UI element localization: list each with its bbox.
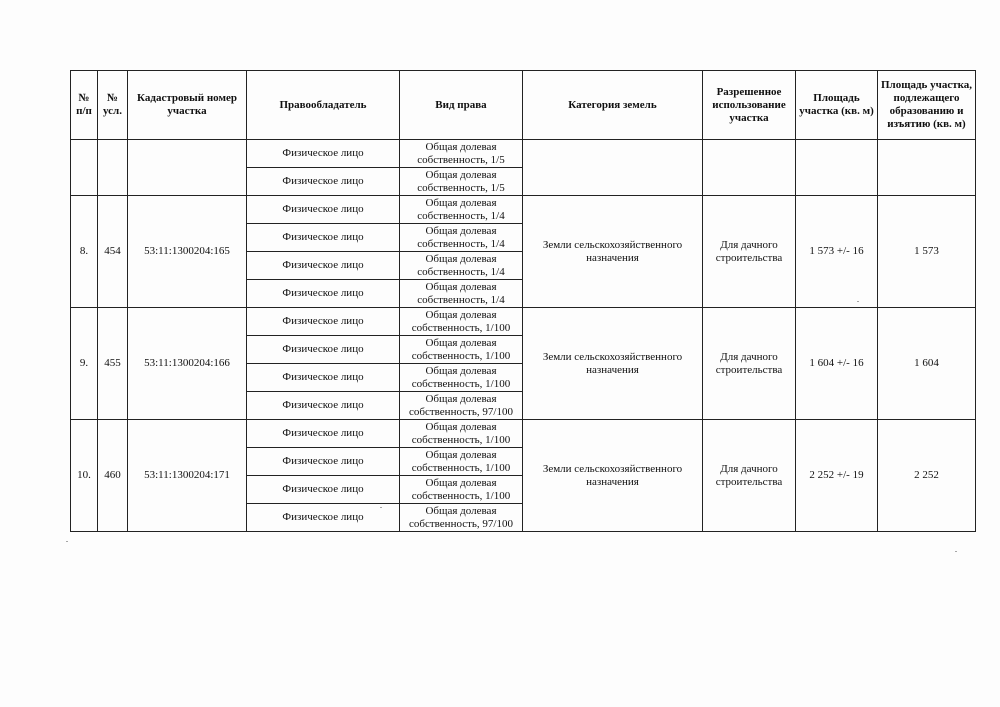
cell-holder: Физическое лицо bbox=[247, 504, 400, 532]
header-num-usl: № усл. bbox=[98, 71, 128, 140]
cell-area-seized-empty bbox=[878, 140, 976, 196]
cell-holder: Физическое лицо bbox=[247, 336, 400, 364]
cell-right-type: Общая долевая собственность, 97/100 bbox=[400, 392, 523, 420]
cell-right-type: Общая долевая собственность, 1/100 bbox=[400, 308, 523, 336]
cell-num-usl: 455 bbox=[98, 308, 128, 420]
cell-holder: Физическое лицо bbox=[247, 168, 400, 196]
cell-right-type: Общая долевая собственность, 1/100 bbox=[400, 420, 523, 448]
cell-cadastral: 53:11:1300204:171 bbox=[128, 420, 247, 532]
header-np: № п/п bbox=[71, 71, 98, 140]
cell-holder: Физическое лицо bbox=[247, 364, 400, 392]
cell-cadastral-empty bbox=[128, 140, 247, 196]
header-holder: Правообладатель bbox=[247, 71, 400, 140]
cell-right-type: Общая долевая собственность, 1/4 bbox=[400, 224, 523, 252]
header-permitted-use: Разрешенное использование участка bbox=[703, 71, 796, 140]
cell-cadastral: 53:11:1300204:165 bbox=[128, 196, 247, 308]
cell-holder: Физическое лицо bbox=[247, 420, 400, 448]
scan-speck bbox=[857, 301, 859, 302]
cell-permitted-use: Для дачного строительства bbox=[703, 196, 796, 308]
cell-holder: Физическое лицо bbox=[247, 308, 400, 336]
cell-land-category-empty bbox=[523, 140, 703, 196]
header-row bbox=[71, 71, 976, 140]
cell-area-empty bbox=[796, 140, 878, 196]
cell-right-type: Общая долевая собственность, 1/100 bbox=[400, 448, 523, 476]
cell-num-usl: 454 bbox=[98, 196, 128, 308]
cell-right-type: Общая долевая собственность, 1/4 bbox=[400, 196, 523, 224]
table-row bbox=[71, 196, 976, 224]
table-row bbox=[71, 140, 976, 168]
cell-area-seized: 1 604 bbox=[878, 308, 976, 420]
land-registry-table bbox=[70, 70, 976, 532]
cell-holder: Физическое лицо bbox=[247, 448, 400, 476]
cell-right-type: Общая долевая собственность, 1/5 bbox=[400, 140, 523, 168]
cell-np: 8. bbox=[71, 196, 98, 308]
cell-holder: Физическое лицо bbox=[247, 140, 400, 168]
cell-np: 10. bbox=[71, 420, 98, 532]
cell-land-category: Земли сельскохозяйственного назначения bbox=[523, 196, 703, 308]
cell-holder: Физическое лицо bbox=[247, 476, 400, 504]
cell-area: 1 573 +/- 16 bbox=[796, 196, 878, 308]
table-body bbox=[71, 140, 976, 532]
cell-num-usl: 460 bbox=[98, 420, 128, 532]
cell-area: 2 252 +/- 19 bbox=[796, 420, 878, 532]
table-row bbox=[71, 308, 976, 336]
cell-holder: Физическое лицо bbox=[247, 252, 400, 280]
cell-right-type: Общая долевая собственность, 1/100 bbox=[400, 336, 523, 364]
cell-cadastral: 53:11:1300204:166 bbox=[128, 308, 247, 420]
table-header bbox=[71, 71, 976, 140]
cell-permitted-use: Для дачного строительства bbox=[703, 420, 796, 532]
cell-np-empty bbox=[71, 140, 98, 196]
cell-land-category: Земли сельскохозяйственного назначения bbox=[523, 420, 703, 532]
header-right-type: Вид права bbox=[400, 71, 523, 140]
header-area-seized: Площадь участка, подлежащего образованию и изъятию (кв. м) bbox=[878, 71, 976, 140]
cell-area-seized: 1 573 bbox=[878, 196, 976, 308]
cell-num-usl-empty bbox=[98, 140, 128, 196]
cell-permitted-use: Для дачного строительства bbox=[703, 308, 796, 420]
cell-right-type: Общая долевая собственность, 1/4 bbox=[400, 280, 523, 308]
scan-speck bbox=[955, 551, 957, 552]
header-cadastral: Кадастровый номер участка bbox=[128, 71, 247, 140]
cell-holder: Физическое лицо bbox=[247, 280, 400, 308]
cell-land-category: Земли сельскохозяйственного назначения bbox=[523, 308, 703, 420]
cell-right-type: Общая долевая собственность, 97/100 bbox=[400, 504, 523, 532]
cell-right-type: Общая долевая собственность, 1/5 bbox=[400, 168, 523, 196]
cell-permitted-use-empty bbox=[703, 140, 796, 196]
scan-speck bbox=[66, 541, 68, 542]
table-row bbox=[71, 420, 976, 448]
cell-right-type: Общая долевая собственность, 1/100 bbox=[400, 476, 523, 504]
cell-right-type: Общая долевая собственность, 1/4 bbox=[400, 252, 523, 280]
cell-right-type: Общая долевая собственность, 1/100 bbox=[400, 364, 523, 392]
header-land-category: Категория земель bbox=[523, 71, 703, 140]
header-area: Площадь участка (кв. м) bbox=[796, 71, 878, 140]
cell-area: 1 604 +/- 16 bbox=[796, 308, 878, 420]
scan-speck bbox=[380, 507, 382, 508]
cell-holder: Физическое лицо bbox=[247, 224, 400, 252]
cell-holder: Физическое лицо bbox=[247, 196, 400, 224]
cell-area-seized: 2 252 bbox=[878, 420, 976, 532]
cell-np: 9. bbox=[71, 308, 98, 420]
cell-holder: Физическое лицо bbox=[247, 392, 400, 420]
